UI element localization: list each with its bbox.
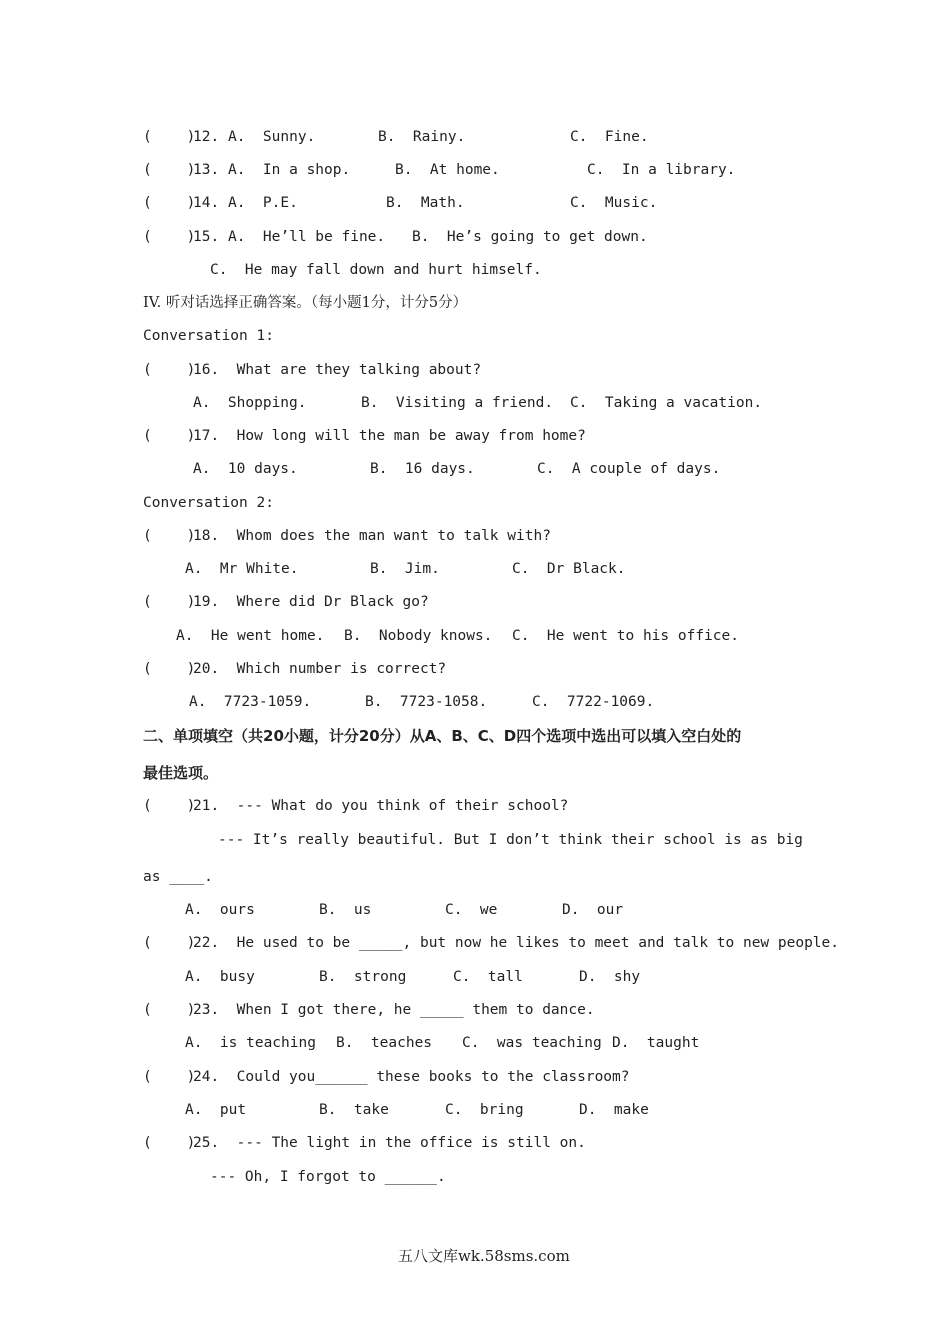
q21-option-b: B. us [319, 902, 372, 918]
conversation-2-label: Conversation 2: [143, 495, 274, 511]
q16-option-c: C. Taking a vacation. [570, 395, 763, 411]
q14-paren: ( ) [143, 195, 196, 211]
q20-paren: ( ) [143, 661, 196, 677]
q18-option-c: C. Dr Black. [512, 561, 626, 577]
q22-option-a: A. busy [185, 969, 255, 985]
q21-option-c: C. we [445, 902, 498, 918]
q22-question: 22. He used to be _____, but now he likes to meet and talk to new people. [193, 935, 840, 951]
q12-paren: ( ) [143, 129, 196, 145]
q23-question: 23. When I got there, he _____ them to dance. [193, 1002, 595, 1018]
q23-paren: ( ) [143, 1002, 196, 1018]
q21-option-d: D. our [562, 902, 624, 918]
q16-option-a: A. Shopping. [193, 395, 307, 411]
q15-number: 15. [193, 229, 220, 245]
q25-question: 25. --- The light in the office is still on. [193, 1135, 586, 1151]
q22-option-d: D. shy [579, 969, 641, 985]
q14-option-a: A. P.E. [228, 195, 298, 211]
q20-option-b: B. 7723-1058. [365, 694, 488, 710]
q23-option-b: B. teaches [336, 1035, 433, 1051]
q16-paren: ( ) [143, 362, 196, 378]
q24-option-d: D. make [579, 1102, 649, 1118]
q21-question-line3: as ____. [143, 869, 213, 885]
q25-question-line2: --- Oh, I forgot to ______. [210, 1169, 446, 1185]
part2-title-line2: 最佳选项。 [143, 764, 219, 782]
q16-question: 16. What are they talking about? [193, 362, 482, 378]
q19-option-c: C. He went to his office. [512, 628, 739, 644]
q24-question: 24. Could you______ these books to the classroom? [193, 1069, 630, 1085]
q20-option-a: A. 7723-1059. [189, 694, 312, 710]
q22-option-c: C. tall [453, 969, 523, 985]
q15-option-c: C. He may fall down and hurt himself. [210, 262, 542, 278]
q18-paren: ( ) [143, 528, 196, 544]
q13-option-b: B. At home. [395, 162, 500, 178]
q19-option-a: A. He went home. [176, 628, 325, 644]
q21-option-a: A. ours [185, 902, 255, 918]
q16-option-b: B. Visiting a friend. [361, 395, 554, 411]
q18-option-a: A. Mr White. [185, 561, 299, 577]
q18-question: 18. Whom does the man want to talk with? [193, 528, 551, 544]
q13-option-a: A. In a shop. [228, 162, 351, 178]
q17-option-b: B. 16 days. [370, 461, 475, 477]
q24-option-a: A. put [185, 1102, 247, 1118]
q15-option-a: A. He’ll be fine. [228, 229, 386, 245]
footer-watermark: 五八文库wk.58sms.com [398, 1247, 570, 1265]
q14-option-c: C. Music. [570, 195, 658, 211]
q17-question: 17. How long will the man be away from home? [193, 428, 586, 444]
q20-option-c: C. 7722-1069. [532, 694, 655, 710]
q22-paren: ( ) [143, 935, 196, 951]
q23-option-c: C. was teaching [462, 1035, 602, 1051]
q19-paren: ( ) [143, 594, 196, 610]
q24-paren: ( ) [143, 1069, 196, 1085]
q14-option-b: B. Math. [386, 195, 465, 211]
q22-option-b: B. strong [319, 969, 407, 985]
q24-option-c: C. bring [445, 1102, 524, 1118]
q12-option-a: A. Sunny. [228, 129, 316, 145]
q14-number: 14. [193, 195, 220, 211]
q21-question: 21. --- What do you think of their school? [193, 798, 569, 814]
q21-paren: ( ) [143, 798, 196, 814]
q21-question-line2: --- It’s really beautiful. But I don’t think their school is as big [218, 832, 803, 848]
section-iv-title: IV. 听对话选择正确答案。（每小题1分，计分5分） [143, 295, 468, 311]
q17-option-c: C. A couple of days. [537, 461, 721, 477]
q23-option-d: D. taught [612, 1035, 700, 1051]
q18-option-b: B. Jim. [370, 561, 440, 577]
q15-option-b: B. He’s going to get down. [412, 229, 648, 245]
q24-option-b: B. take [319, 1102, 389, 1118]
q25-paren: ( ) [143, 1135, 196, 1151]
q15-paren: ( ) [143, 229, 196, 245]
q17-paren: ( ) [143, 428, 196, 444]
q13-paren: ( ) [143, 162, 196, 178]
q19-question: 19. Where did Dr Black go? [193, 594, 429, 610]
q19-option-b: B. Nobody knows. [344, 628, 493, 644]
q12-option-c: C. Fine. [570, 129, 649, 145]
q13-number: 13. [193, 162, 220, 178]
q12-number: 12. [193, 129, 220, 145]
q12-option-b: B. Rainy. [378, 129, 466, 145]
q13-option-c: C. In a library. [587, 162, 736, 178]
q20-question: 20. Which number is correct? [193, 661, 447, 677]
conversation-1-label: Conversation 1: [143, 328, 274, 344]
q23-option-a: A. is teaching [185, 1035, 316, 1051]
q17-option-a: A. 10 days. [193, 461, 298, 477]
part2-title-line1: 二、单项填空（共20小题，计分20分）从A、B、C、D四个选项中选出可以填入空白处的 [143, 727, 742, 745]
